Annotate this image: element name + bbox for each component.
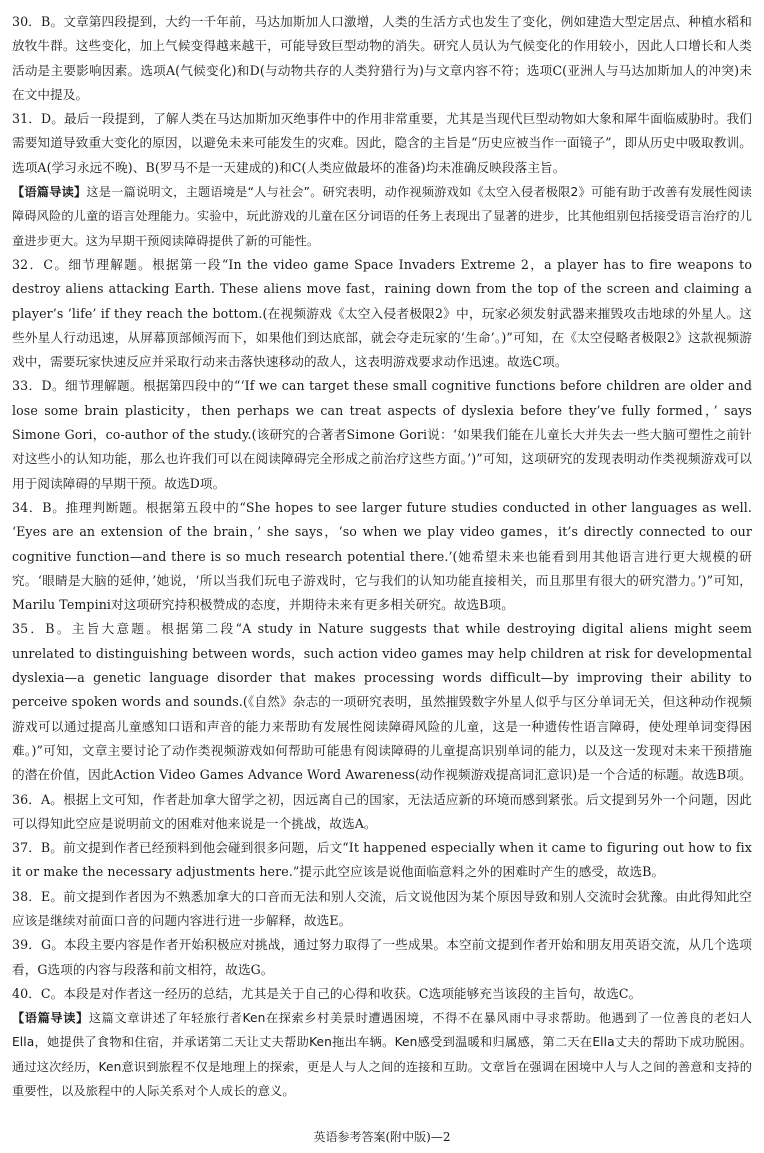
reading-guide-text: 这是一篇说明文，主题语境是“人与社会”。研究表明，动作视频游戏如《太空入侵者极限2》可能有助于改善有发展性阅读障碍风险的儿童的语言处理能力。实验中，玩此游戏的儿童在区分词语的任务上表现出了显著的进步，比其他组别包括接受语言治疗的儿童进步更大。这为早期干预阅读障碍提供了新的可能性。 (12, 185, 752, 248)
page-footer: 英语参考答案(附中版)—2 (313, 1130, 451, 1144)
answer-35: 35．B。主旨大意题。根据第二段“A study in Nature suggests that while destroying digital aliens might seem unrelated to distinguishing between words，such action video games may help children at risk for developmental dyslexia—a genetic language disorder that makes processing words difficult—by improving their ability to perceive spoken words and sounds.(《自然》杂志的一项研究表明，虽然摧毁数字外星人似乎与区分单词无关，但这种动作视频游戏可以通过提高儿童感知口语和声音的能力来帮助有发展性阅读障碍风险的儿童，这是一种遗传性语言障碍，使处理单词变得困难。)”可知，文章主要讨论了动作类视频游戏如何帮助可能患有阅读障碍的儿童提高识别单词的能力，以及这一发现对未来干预措施的潜在价值，因此Action Video Games Advance Word Awareness(动作视频游戏提高词汇意识)是一个合适的标题。故选B项。 (12, 621, 752, 783)
reading-guide-heading: 【语篇导读】 (12, 1011, 89, 1026)
answer-40: 40．C。本段是对作者这一经历的总结，尤其是关于自己的心得和收获。C选项能够充当该段的主旨句，故选C。 (12, 985, 642, 1001)
answer-38: 38．E。前文提到作者因为不熟悉加拿大的口音而无法和别人交流，后文说他因为某个原因导致和别人交流时会犹豫。由此得知此空应该是继续对前面口音的问题内容进行进一步解释，故选E。 (12, 888, 752, 928)
reading-guide-heading: 【语篇导读】 (12, 185, 87, 200)
reading-guide-1 (12, 180, 752, 253)
answer-39: 39．G。本段主要内容是作者开始积极应对挑战，通过努力取得了一些成果。本空前文提到作者开始和朋友用英语交流，从几个选项看，G选项的内容与段落和前文相符，故选G。 (12, 937, 752, 977)
answer-32: 32．C。细节理解题。根据第一段“In the video game Space Invaders Extreme 2，a player has to fire weapons to destroy aliens attacking Earth. These aliens move fast，raining down from the top of the screen and claiming a player’s ‘life’ if they reach the bottom.(在视频游戏《太空入侵者极限2》中，玩家必须发射武器来摧毁攻击地球的外星人。这些外星人行动迅速，从屏幕顶部倾泻而下，如果他们到达底部，就会夺走玩家的‘生命’。)”可知，在《太空侵略者极限2》这款视频游戏中，需要玩家快速反应并采取行动来击落快速移动的敌人，这表明游戏要求动作迅速。故选C项。 (12, 256, 752, 370)
answer-key-page (12, 10, 752, 1103)
answer-37: 37．B。前文提到作者已经预料到他会碰到很多问题，后文“It happened especially when it came to figuring out how to fix it or make the necessary adjustments here.”提示此空应该是说他面临意料之外的困难时产生的感受，故选B。 (12, 840, 752, 880)
answer-34: 34．B。推理判断题。根据第五段中的“She hopes to see larger future studies conducted in other languages as well. ‘Eyes are an extension of the brain，’ she says，‘so when we play video games，it’s directly connected to our cognitive function—and there is so much research potential there.’(她希望未来也能看到用其他语言进行更大规模的研究。‘眼睛是大脑的延伸，’她说，‘所以当我们玩电子游戏时，它与我们的认知功能直接相关，而且那里有很大的研究潜力。’)”可知，Marilu Tempini对这项研究持积极赞成的态度，并期待未来有更多相关研究。故选B项。 (12, 499, 752, 613)
answer-30: 30．B。文章第四段提到，大约一千年前，马达加斯加人口激增，人类的生活方式也发生了变化，例如建造大型定居点、种植水稻和放牧牛群。这些变化，加上气候变得越来越干，可能导致巨型动物的消失。研究人员认为气候变化的作用较小，因此人口增长和人类活动是主要影响因素。选项A(气候变化)和D(与动物共存的人类狩猎行为)与文章内容不符；选项C(亚洲人与马达加斯加人的冲突)未在文中提及。 (12, 14, 752, 102)
reading-guide-text: 这篇文章讲述了年轻旅行者Ken在探索乡村美景时遭遇困境，不得不在暴风雨中寻求帮助。他遇到了一位善良的老妇人Ella，她提供了食物和住宿，并承诺第二天让丈夫帮助Ken拖出车辆。Ken感受到温暖和归属感，第二天在Ella丈夫的帮助下成功脱困。通过这次经历，Ken意识到旅程不仅是地理上的探索，更是人与人之间的连接和互助。文章旨在强调在困境中人与人之间的善意和支持的重要性，以及旅程中的人际关系对个人成长的意义。 (12, 1011, 753, 1099)
answer-33: 33．D。细节理解题。根据第四段中的“‘If we can target these small cognitive functions before children are older and lose some brain plasticity，then perhaps we can treat aspects of dyslexia before they’ve fully formed，’ says Simone Gori，co-author of the study.(该研究的合著者Simone Gori说：‘如果我们能在儿童长大并失去一些大脑可塑性之前针对这些小的认知功能，那么也许我们可以在阅读障碍完全形成之前治疗这些方面。’)”可知，这项研究的发现表明动作类视频游戏可以用于阅读障碍的早期干预。故选D项。 (12, 378, 752, 491)
reading-guide-2 (12, 1006, 752, 1103)
answer-31: 31．D。最后一段提到，了解人类在马达加斯加灭绝事件中的作用非常重要，尤其是当现代巨型动物如大象和犀牛面临威胁时。我们需要知道导致重大变化的原因，以避免未来可能发生的灾难。因此，隐含的主旨是“历史应被当作一面镜子”，即从历史中吸取教训。选项A(学习永远不晚)、B(罗马不是一天建成的)和C(人类应做最坏的准备)均未准确反映段落主旨。 (12, 111, 752, 175)
answer-36: 36．A。根据上文可知，作者赴加拿大留学之初，因远离自己的国家，无法适应新的环境而感到紧张。后文提到另外一个问题，因此可以得知此空应是说明前文的困难对他来说是一个挑战，故选A。 (12, 791, 752, 831)
